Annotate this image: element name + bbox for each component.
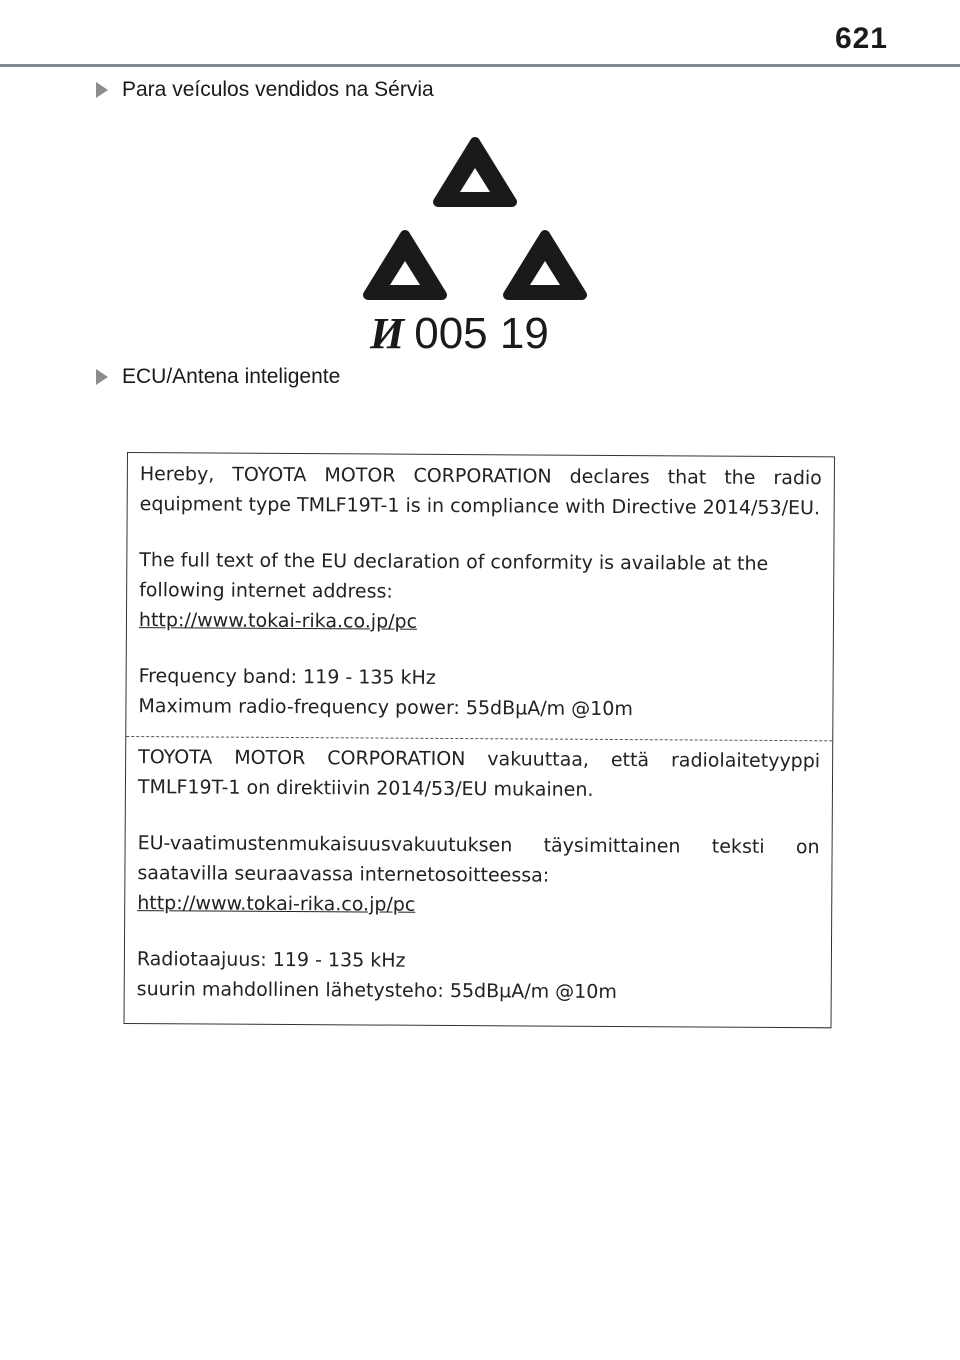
label-text: TOYOTA MOTOR CORPORATION vakuuttaa, että radiolaitetyyppi <box>138 746 821 773</box>
max-power-text: Maximum radio-frequency power: 55dBμA/m @10m <box>138 695 633 721</box>
max-power-text: suurin mahdollinen lähetysteho: 55dBμA/m @10m <box>136 978 617 1004</box>
section-heading-ecu <box>96 365 340 389</box>
frequency-band-text: Frequency band: 119 - 135 kHz <box>138 665 436 689</box>
label-text: saatavilla seuraavassa internetosoitteessa: <box>137 862 550 887</box>
compliance-label <box>124 452 835 1028</box>
triangle-bullet-icon <box>96 369 108 385</box>
approval-symbol: И <box>370 309 405 358</box>
declaration-url-link[interactable]: http://www.tokai-rika.co.jp/pc <box>137 892 416 916</box>
label-english-section <box>126 453 834 740</box>
header-rule <box>0 64 960 67</box>
approval-code <box>370 308 590 359</box>
triangle-bullet-icon <box>96 82 108 98</box>
label-finnish-section <box>125 738 833 1027</box>
approval-number: 005 19 <box>414 309 549 358</box>
label-text: Hereby, TOYOTA MOTOR CORPORATION declares that the radio <box>139 463 822 490</box>
section-heading-text: Para veículos vendidos na Sérvia <box>122 78 434 101</box>
section-heading-text: ECU/Antena inteligente <box>122 365 341 388</box>
serbian-approval-mark <box>360 130 590 360</box>
label-text: EU-vaatimustenmukaisuusvakuutuksen täysimittainen teksti on <box>137 832 820 859</box>
page-number: 621 <box>834 22 888 55</box>
declaration-url-link[interactable]: http://www.tokai-rika.co.jp/pc <box>138 609 418 633</box>
label-text: TMLF19T-1 on direktiivin 2014/53/EU mukainen. <box>137 776 594 801</box>
triple-triangle-icon <box>360 130 590 305</box>
section-heading-serbia <box>96 78 434 102</box>
label-text: equipment type TMLF19T-1 is in compliance with Directive 2014/53/EU. <box>139 493 821 520</box>
label-text: following internet address: <box>139 579 393 603</box>
label-text: The full text of the EU declaration of conformity is available at the <box>139 549 769 575</box>
frequency-band-text: Radiotaajuus: 119 - 135 kHz <box>136 948 406 972</box>
